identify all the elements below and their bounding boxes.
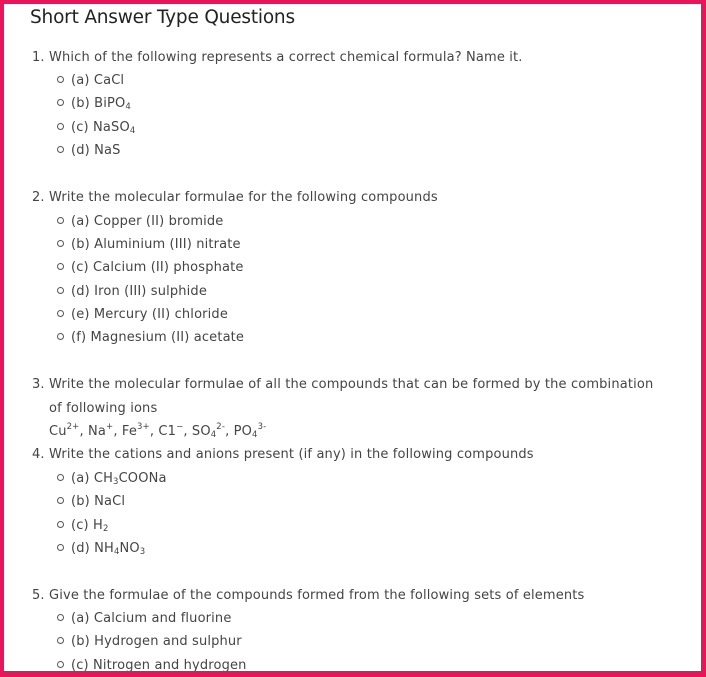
option-item: (b) BiPO$_4$ [57,96,131,111]
option-item: (a) Copper (II) bromide [57,214,223,229]
question-4 [32,447,534,462]
question-3 [32,377,653,392]
option-item: (a) $CH_3COONa$ [57,471,167,486]
question-2 [32,190,438,205]
ion-list: $Cu^{2+}$, Na+, $Fe^{3+}$, C1−, $SO_4^{2-}$, $PO_4^{3-}$ [49,422,267,440]
page-title: Short Answer Type Questions [30,7,295,28]
option-item: (a) Calcium and fluorine [57,611,231,626]
option-item: (d) Iron (III) sulphide [57,284,207,299]
option-item: (c) $H_2$ [57,518,109,533]
bullet-icon [57,217,64,224]
bullet-icon [57,287,64,294]
question-5 [32,588,584,603]
question-1 [32,50,523,65]
option-item: (f) Magnesium (II) acetate [57,330,244,345]
option-item: (d) NaS [57,143,121,158]
option-item: (c) NaSO$_4$ [57,120,135,135]
option-item: (b) NaCl [57,494,125,509]
bullet-icon [57,310,64,317]
option-item: (c) Nitrogen and hydrogen [57,658,247,673]
bullet-icon [57,474,64,481]
option-item: (b) Hydrogen and sulphur [57,634,242,649]
bullet-icon [57,123,64,130]
option-item: (c) Calcium (II) phosphate [57,260,244,275]
question-number: 5. [32,588,45,603]
bullet-icon [57,146,64,153]
question-number: 2. [32,190,45,205]
bullet-icon [57,614,64,621]
question-text: Write the molecular formulae of all the compounds that can be formed by the combination [49,377,654,392]
bullet-icon [57,544,64,551]
question-text: Which of the following represents a correct chemical formula? Name it. [49,50,523,65]
bullet-icon [57,637,64,644]
bullet-icon [57,333,64,340]
bullet-icon [57,99,64,106]
question-number: 3. [32,377,45,392]
bullet-icon [57,661,64,668]
bullet-icon [57,521,64,528]
question-text: Write the molecular formulae for the following compounds [49,190,438,205]
bullet-icon [57,76,64,83]
option-item: (a) CaCl [57,73,124,88]
bullet-icon [57,497,64,504]
option-item: (b) Aluminium (III) nitrate [57,237,241,252]
option-item: (d) $NH_4NO_3$ [57,541,145,556]
question-number: 1. [32,50,45,65]
bullet-icon [57,240,64,247]
question-text: Write the cations and anions present (if any) in the following compounds [49,447,534,462]
question-number: 4. [32,447,45,462]
question-text: Give the formulae of the compounds formed from the following sets of elements [49,588,585,603]
question-text-continued: of following ions [49,401,158,416]
bullet-icon [57,263,64,270]
option-item: (e) Mercury (II) chloride [57,307,228,322]
